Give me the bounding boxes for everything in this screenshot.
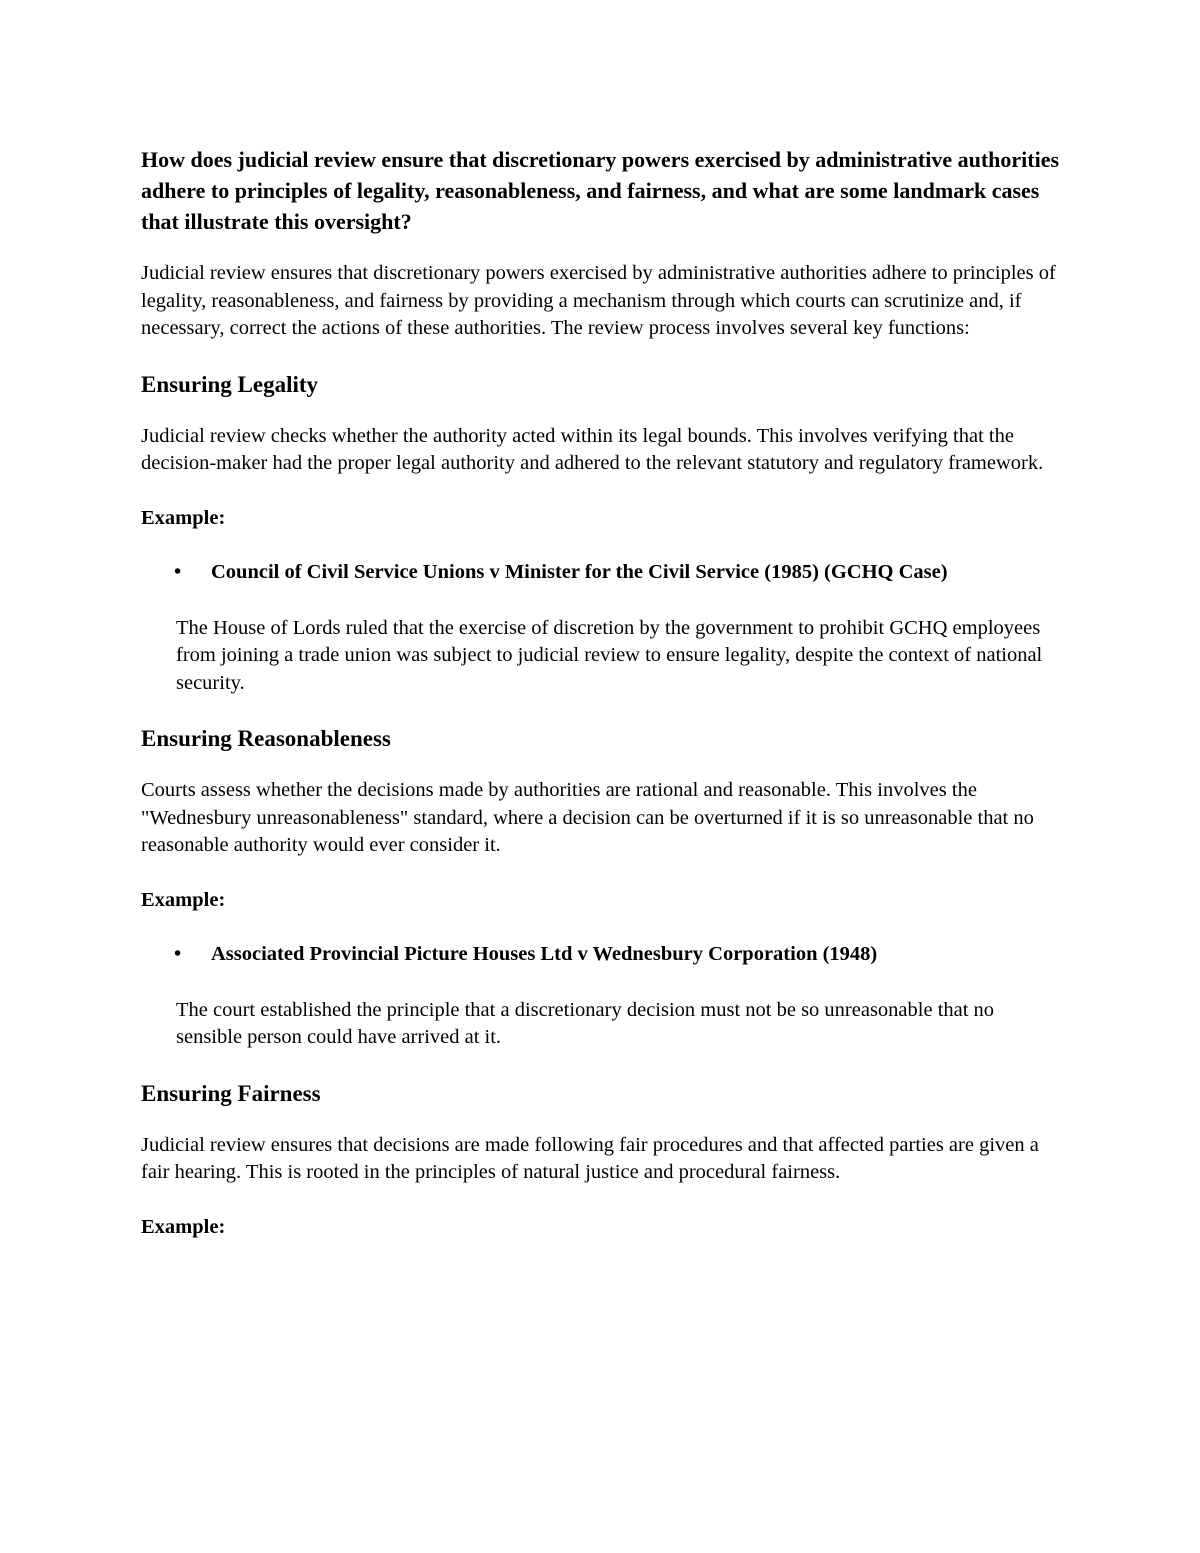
case-title-wednesbury: Associated Provincial Picture Houses Ltd v Wednesbury Corporation (1948) <box>211 943 878 965</box>
section-reasonableness <box>141 724 1061 1052</box>
example-label-reasonableness: Example: <box>141 888 226 911</box>
bullet-icon: • <box>174 943 182 965</box>
case-list-reasonableness <box>141 941 1061 969</box>
case-item-gchq <box>141 559 1061 587</box>
case-note-gchq: The House of Lords ruled that the exercise of discretion by the government to prohibit GCHQ employees from joining a trade union was subject to judicial review to ensure legality, despite the context of national security. <box>176 616 1043 694</box>
case-list-legality <box>141 559 1061 587</box>
document-content <box>141 144 1061 1241</box>
section-body-reasonableness: Courts assess whether the decisions made by authorities are rational and reasonable. This involves the "Wednesbury unreasonableness" standard, where a decision can be overturned if it is so unreasonable that no reasonable authority would ever consider it. <box>141 779 1034 856</box>
example-label-legality: Example: <box>141 506 226 529</box>
section-fairness <box>141 1079 1061 1242</box>
section-legality <box>141 370 1061 698</box>
intro-paragraph: Judicial review ensures that discretionary powers exercised by administrative authorities adhere to principles of legality, reasonableness, and fairness by providing a mechanism through which courts can scrutinize and, if necessary, correct the actions of these authorities. The review process involves several key functions: <box>141 262 1056 339</box>
section-body-fairness: Judicial review ensures that decisions are made following fair procedures and that affected parties are given a fair hearing. This is rooted in the principles of natural justice and procedural fairness. <box>141 1133 1039 1183</box>
section-heading-fairness: Ensuring Fairness <box>141 1080 321 1106</box>
case-item-wednesbury <box>141 941 1061 969</box>
example-label-fairness: Example: <box>141 1215 226 1238</box>
case-note-wednesbury: The court established the principle that a discretionary decision must not be so unreasonable that no sensible person could have arrived at it. <box>176 998 995 1048</box>
section-heading-reasonableness: Ensuring Reasonableness <box>141 726 391 751</box>
section-heading-legality: Ensuring Legality <box>141 371 319 397</box>
bullet-icon: • <box>174 561 182 583</box>
question-heading: How does judicial review ensure that discretionary powers exercised by administrative authorities adhere to principles of legality, reasonableness, and fairness, and what are some landmark cases that illustrate this oversight? <box>141 147 1060 234</box>
case-title-gchq: Council of Civil Service Unions v Minister for the Civil Service (1985) (GCHQ Case) <box>211 561 948 583</box>
section-body-legality: Judicial review checks whether the authority acted within its legal bounds. This involves verifying that the decision-maker had the proper legal authority and adhered to the relevant statutory and regulatory framework. <box>141 424 1044 474</box>
